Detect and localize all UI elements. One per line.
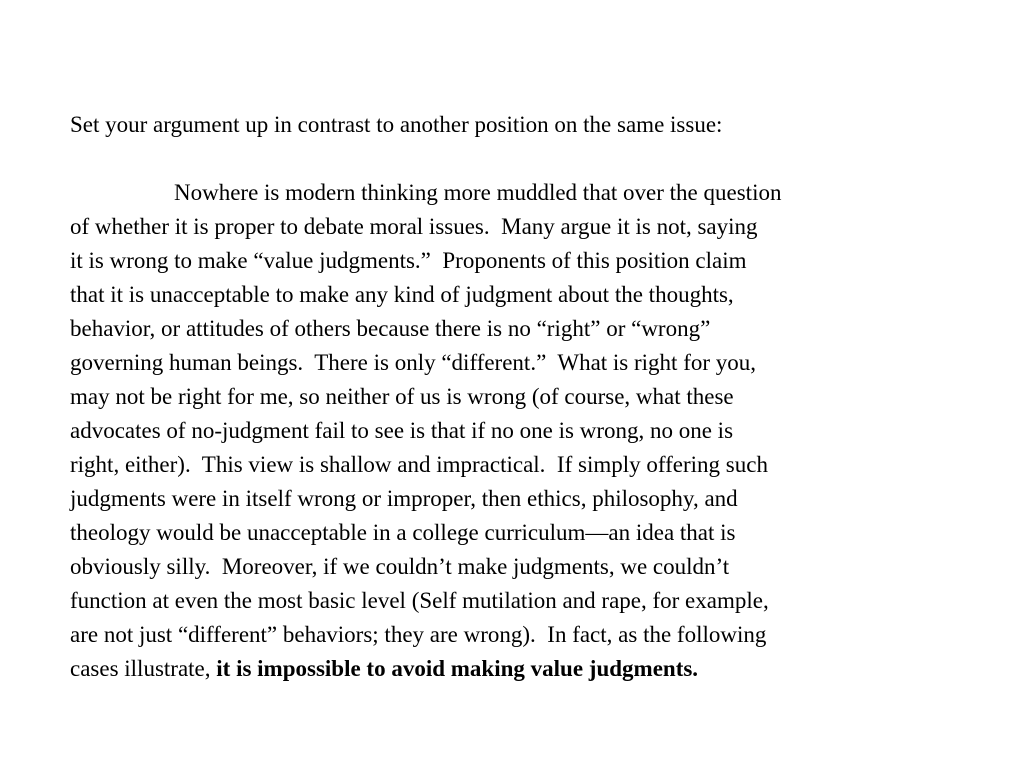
paragraph-line-11: theology would be unacceptable in a college curriculum—an idea that is	[70, 520, 736, 545]
paragraph-line-8: advocates of no-judgment fail to see is that if no one is wrong, no one is	[70, 418, 734, 443]
paragraph-line-5: behavior, or attitudes of others because there is no “right” or “wrong”	[70, 316, 711, 341]
paragraph-line-12: obviously silly. Moreover, if we couldn’t make judgments, we couldn’t	[70, 554, 730, 579]
paragraph-line-3: it is wrong to make “value judgments.” Proponents of this position claim	[70, 248, 747, 273]
paragraph-line-10: judgments were in itself wrong or improper, then ethics, philosophy, and	[70, 486, 738, 511]
paragraph-line-1	[70, 176, 940, 210]
paragraph-line-13: function at even the most basic level (Self mutilation and rape, for example,	[70, 588, 769, 613]
conclusion-bold-text: it is impossible to avoid making value judgments.	[216, 656, 699, 681]
paragraph-line-14: are not just “different” behaviors; they are wrong). In fact, as the following	[70, 622, 767, 647]
slide-text	[70, 108, 940, 686]
paragraph-line-9: right, either). This view is shallow and impractical. If simply offering such	[70, 452, 768, 477]
blank-line	[70, 142, 940, 176]
paragraph-line-6: governing human beings. There is only “different.” What is right for you,	[70, 350, 757, 375]
paragraph-line-4: that it is unacceptable to make any kind of judgment about the thoughts,	[70, 282, 734, 307]
paragraph-line-7: may not be right for me, so neither of us is wrong (of course, what these	[70, 384, 734, 409]
paragraph-line-1-text: Nowhere is modern thinking more muddled that over the question	[174, 180, 782, 205]
paragraph-last-line	[70, 652, 940, 686]
last-line-prefix: cases illustrate,	[70, 656, 217, 681]
paragraph-line-2: of whether it is proper to debate moral issues. Many argue it is not, saying	[70, 214, 758, 239]
intro-line: Set your argument up in contrast to another position on the same issue:	[70, 112, 723, 137]
